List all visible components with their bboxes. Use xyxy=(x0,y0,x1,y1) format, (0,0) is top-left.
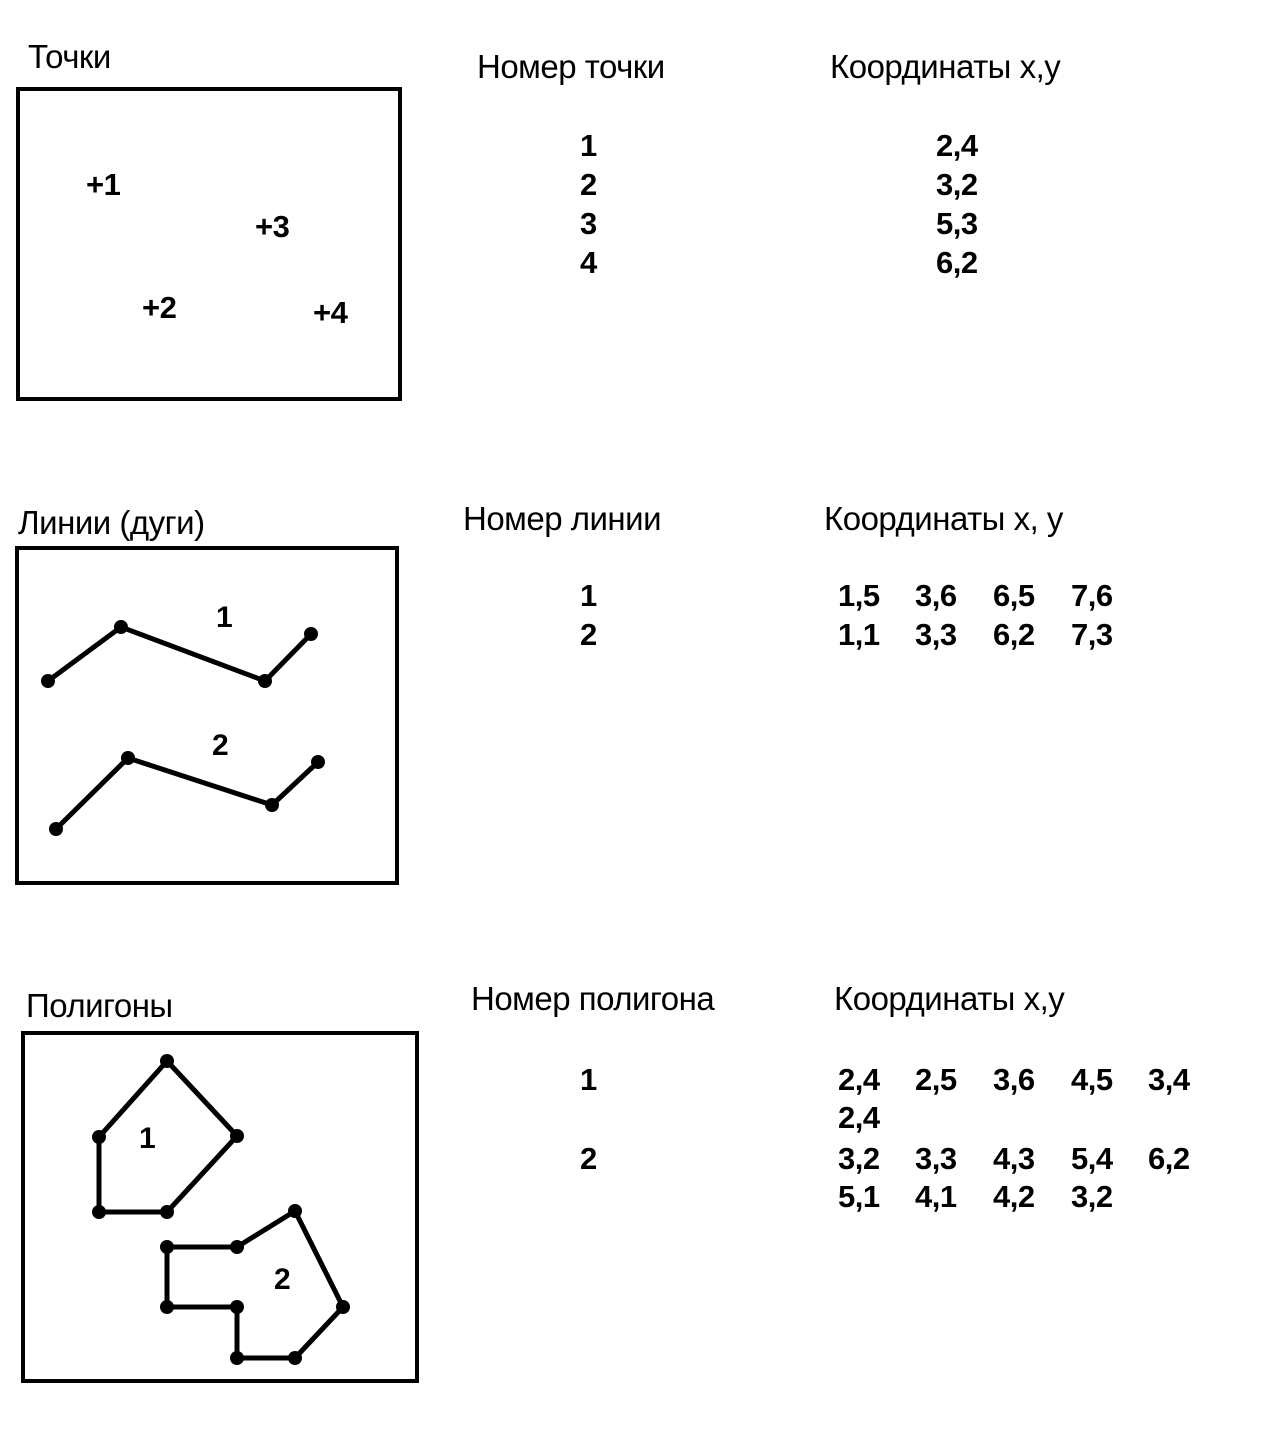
polygons-coord: 3,2 xyxy=(1071,1179,1113,1214)
points-row-number: 4 xyxy=(580,245,597,280)
line-2 xyxy=(56,758,318,829)
points-title: Точки xyxy=(28,38,111,75)
points-row-coords: 6,2 xyxy=(936,245,978,280)
polygons-coord: 4,1 xyxy=(915,1179,957,1214)
line-1 xyxy=(48,627,311,681)
points-row-coords: 2,4 xyxy=(936,128,978,163)
lines-row-number: 1 xyxy=(580,578,597,613)
point-marker-3: +3 xyxy=(255,209,290,244)
polygons-coord: 4,3 xyxy=(993,1141,1035,1176)
lines-coord: 3,3 xyxy=(915,617,957,652)
polygons-panel xyxy=(21,1031,419,1383)
line-label-1: 1 xyxy=(216,601,233,634)
polygons-coord: 4,5 xyxy=(1071,1062,1113,1097)
lines-coord: 3,6 xyxy=(915,578,957,613)
points-coords-header: Координаты x,y xyxy=(830,48,1061,85)
points-number-header: Номер точки xyxy=(477,48,665,85)
polygons-title: Полигоны xyxy=(26,987,173,1024)
line-vertex xyxy=(311,755,325,769)
polygons-coord: 5,1 xyxy=(838,1179,880,1214)
lines-coord: 6,5 xyxy=(993,578,1035,613)
line-vertex xyxy=(49,822,63,836)
points-row-number: 3 xyxy=(580,206,597,241)
point-marker-1: +1 xyxy=(86,167,121,202)
line-vertex xyxy=(41,674,55,688)
polygons-coord: 3,4 xyxy=(1148,1062,1190,1097)
points-row-number: 1 xyxy=(580,128,597,163)
points-row-number: 2 xyxy=(580,167,597,202)
polygons-coord: 3,3 xyxy=(915,1141,957,1176)
polygons-coord: 2,4 xyxy=(838,1062,880,1097)
lines-title: Линии (дуги) xyxy=(18,504,205,541)
line-vertex xyxy=(304,627,318,641)
polygons-coord: 3,6 xyxy=(993,1062,1035,1097)
polygons-coord: 6,2 xyxy=(1148,1141,1190,1176)
lines-coord: 6,2 xyxy=(993,617,1035,652)
point-marker-4: +4 xyxy=(313,295,348,330)
lines-coords-header: Координаты x, y xyxy=(824,500,1063,537)
lines-coord: 7,3 xyxy=(1071,617,1113,652)
points-row-coords: 5,3 xyxy=(936,206,978,241)
polygon-label-2: 2 xyxy=(274,1263,291,1296)
lines-coord: 1,5 xyxy=(838,578,880,613)
line-vertex xyxy=(114,620,128,634)
points-row-coords: 3,2 xyxy=(936,167,978,202)
line-vertex xyxy=(121,751,135,765)
lines-row-number: 2 xyxy=(580,617,597,652)
polygons-row-number: 2 xyxy=(580,1141,597,1176)
polygon-label-1: 1 xyxy=(139,1122,156,1155)
lines-coord: 7,6 xyxy=(1071,578,1113,613)
polygons-row-number: 1 xyxy=(580,1062,597,1097)
line-vertex xyxy=(258,674,272,688)
polygons-coords-header: Координаты x,y xyxy=(834,980,1065,1017)
polygons-coord: 4,2 xyxy=(993,1179,1035,1214)
line-vertex xyxy=(265,798,279,812)
polygons-coord: 3,2 xyxy=(838,1141,880,1176)
line-label-2: 2 xyxy=(212,729,229,762)
polygons-coord: 2,4 xyxy=(838,1100,880,1135)
polygons-coord: 2,5 xyxy=(915,1062,957,1097)
point-marker-2: +2 xyxy=(142,290,177,325)
polygons-number-header: Номер полигона xyxy=(471,980,715,1017)
polygons-coord: 5,4 xyxy=(1071,1141,1113,1176)
lines-number-header: Номер линии xyxy=(463,500,662,537)
lines-coord: 1,1 xyxy=(838,617,880,652)
